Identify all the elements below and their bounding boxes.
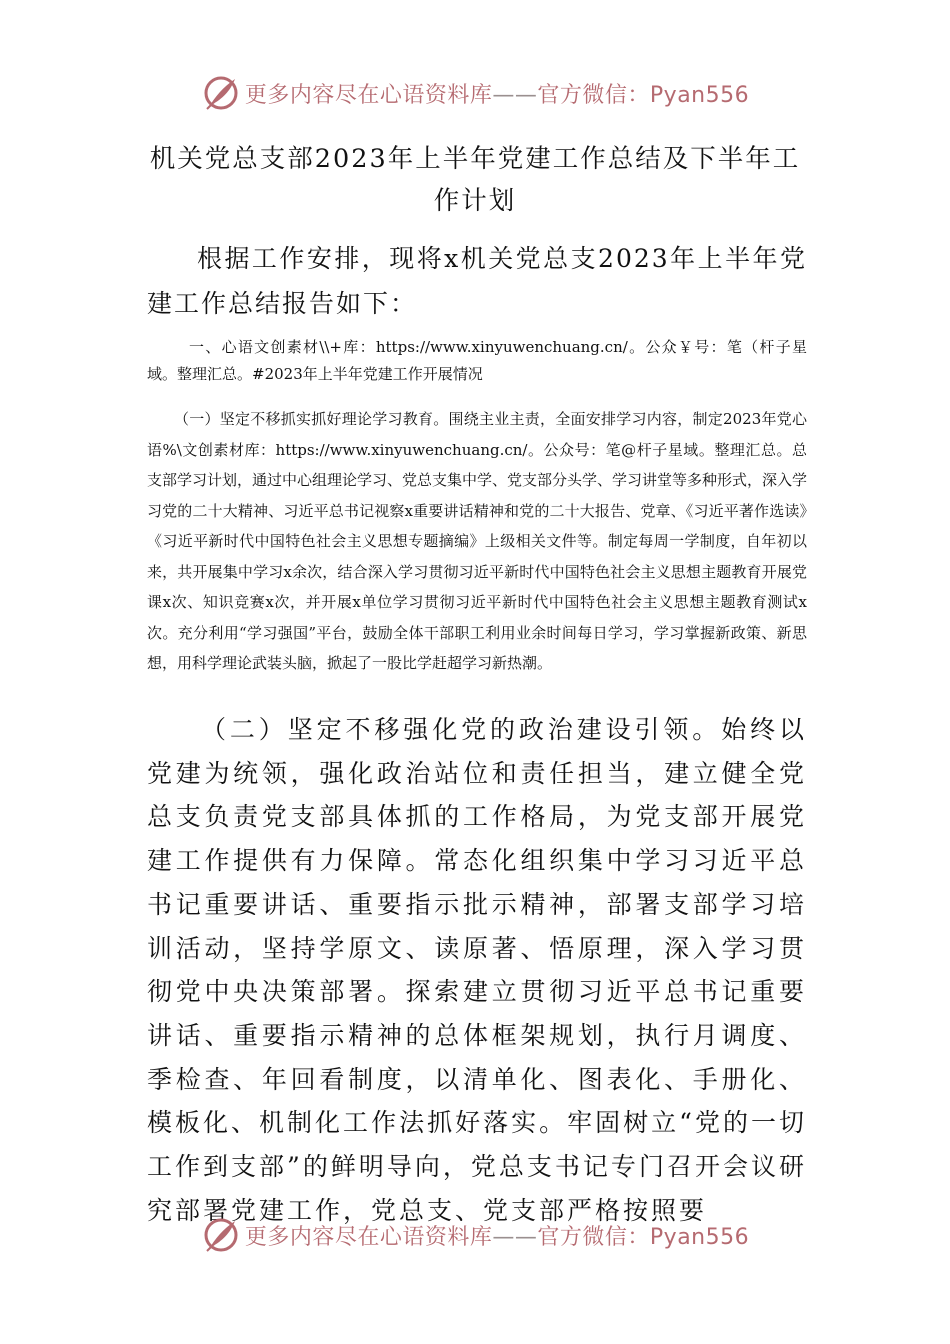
banner-text xyxy=(245,78,749,109)
banner-separator: —— xyxy=(492,82,538,108)
section-one-heading: 一、心语文创素材\\+库：https://www.xinyuwenchuang.cn/。公众￥号：笔（杆子星域。整理汇总。#2023年上半年党建工作开展情况 xyxy=(147,338,807,383)
banner-main-text: 更多内容尽在心语资料库 xyxy=(244,82,493,108)
paragraph-one: （一）坚定不移抓实抓好理论学习教育。围绕主业主责，全面安排学习内容，制定2023年党心语%\文创素材库：https://www.xinyuwenchuang.cn/。公众号：笔@杆子星域。整理汇总。总支部学习计划，通过中心组理论学习、党总支集中学、党支部分头学、学习讲堂等多种形式，深入学习党的二十大精神、习近平总书记视察x重要讲话精神和党的二十大报告、党章、《习近平著作选读》《习近平新时代中国特色社会主义思想专题摘编》上级相关文件等。制定每周一学制度，自年初以来，共开展集中学习x余次，结合深入学习贯彻习近平新时代中国特色社会主义思想主题教育开展党课x次、知识竞赛x次，并开展x单位学习贯彻习近平新时代中国特色社会主义思想主题教育测试x次。充分利用“学习强国”平台，鼓励全体干部职工利用业余时间每日学习，学习掌握新政策、新思想，用科学理论武装头脑，掀起了一股比学赶超学习新热潮。 xyxy=(147,410,808,672)
footer-banner xyxy=(0,1210,950,1260)
banner-main-text: 更多内容尽在心语资料库 xyxy=(244,1224,493,1250)
paragraph-two: （二）坚定不移强化党的政治建设引领。始终以党建为统领，强化政治站位和责任担当，建立健全党总支负责党支部具体抓的工作格局，为党支部开展党建工作提供有力保障。常态化组织集中学习习近平总书记重要讲话、重要指示批示精神，部署支部学习培训活动，坚持学原文、读原著、悟原理，深入学习贯彻党中央决策部署。探索建立贯彻习近平总书记重要讲话、重要指示精神的总体框架规划，执行月调度、季检查、年回看制度，以清单化、图表化、手册化、模板化、机制化工作法抓好落实。牢固树立“党的一切工作到支部”的鲜明导向，党总支书记专门召开会议研究部署党建工作，党总支、党支部严格按照要 xyxy=(147,715,807,1225)
banner-separator: —— xyxy=(492,1224,538,1250)
intro-paragraph: 根据工作安排，现将x机关党总支2023年上半年党建工作总结报告如下： xyxy=(147,244,807,318)
quill-logo-icon xyxy=(201,1215,241,1255)
banner-wechat-text: 官方微信：Pyan556 xyxy=(537,82,750,108)
header-banner xyxy=(0,68,950,118)
document-title: 机关党总支部2023年上半年党建工作总结及下半年工作计划 xyxy=(149,144,801,216)
quill-logo-icon xyxy=(201,73,241,113)
banner-wechat-text: 官方微信：Pyan556 xyxy=(537,1224,750,1250)
banner-text xyxy=(245,1220,749,1251)
